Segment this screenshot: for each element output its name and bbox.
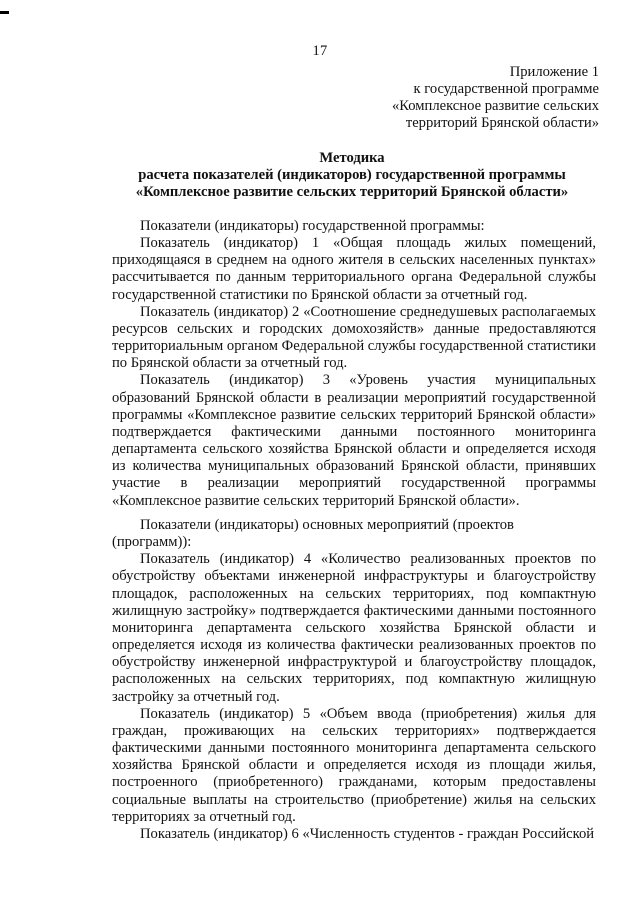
appendix-line: территорий Брянской области» bbox=[405, 115, 599, 131]
title-line: расчета показателей (индикаторов) государственной программы bbox=[138, 167, 566, 183]
appendix-line: к государственной программе bbox=[413, 81, 599, 97]
title-line: «Комплексное развитие сельских территорий Брянской области» bbox=[135, 184, 569, 200]
paragraph-indicator-2: Показатель (индикатор) 2 «Соотношение среднедушевых располагаемых ресурсов сельских и городских домохозяйств» данные предоставляются территориальным органом Федеральной службы государственной статистики по Брянской области за отчетный год. bbox=[112, 303, 596, 372]
paragraph-indicator-3: Показатель (индикатор) 3 «Уровень участия муниципальных образований Брянской области в реализации мероприятий государственной программы «Комплексное развитие сельских территорий Брянской области» подтверждается фактическими данными постоянного мониторинга департамента сельского хозяйства Брянской области и определяется исходя из количества муниципальных образований Брянской области, принявших участие в реализации мероприятий государственной программы «Комплексное развитие сельских территорий Брянской области». bbox=[112, 372, 596, 509]
paragraph-indicator-4: Показатель (индикатор) 4 «Количество реализованных проектов по обустройству объектами инженерной инфраструктуры и благоустройству площадок, расположенных на сельских территориях, под компактную жилищную застройку» подтверждается фактическими данными постоянного мониторинга департамента сельского хозяйства Брянской области и определяется исходя из количества фактически реализованных проектов по обустройству инженерной инфраструктурой и благоустройству площадок, расположенных на сельских территориях, под компактную жилищную застройку за отчетный год. bbox=[112, 551, 596, 705]
section-activity-indicators bbox=[112, 517, 596, 843]
section-heading: Показатели (индикаторы) государственной программы: bbox=[140, 218, 485, 234]
section-program-indicators bbox=[112, 218, 596, 510]
section-heading: Показатели (индикаторы) основных мероприятий (проектов (программ)): bbox=[112, 517, 514, 551]
page-number: 17 bbox=[312, 43, 328, 59]
paragraph-indicator-6: Показатель (индикатор) 6 «Численность студентов - граждан Российской bbox=[140, 825, 595, 842]
scan-edge-mark bbox=[0, 11, 9, 14]
document-title bbox=[112, 150, 592, 201]
paragraph-indicator-1: Показатель (индикатор) 1 «Общая площадь жилых помещений, приходящаяся в среднем на одного жителя в сельских населенных пунктах» рассчитывается по данным территориального органа Федеральной службы государственной статистики по Брянской области за отчетный год. bbox=[112, 235, 596, 303]
appendix-header bbox=[392, 64, 599, 132]
appendix-line: Приложение 1 bbox=[509, 64, 599, 80]
title-line: Методика bbox=[319, 150, 385, 166]
appendix-line: «Комплексное развитие сельских bbox=[391, 98, 599, 114]
paragraph-indicator-5: Показатель (индикатор) 5 «Объем ввода (приобретения) жилья для граждан, проживающих на сельских территориях» подтверждается фактическими данными постоянного мониторинга департамента сельского хозяйства Брянской области и определяется исходя из площади жилья, построенного (приобретенного) гражданами, которым предоставлены социальные выплаты на строительство (приобретение) жилья на сельских территориях за отчетный год. bbox=[112, 705, 596, 825]
